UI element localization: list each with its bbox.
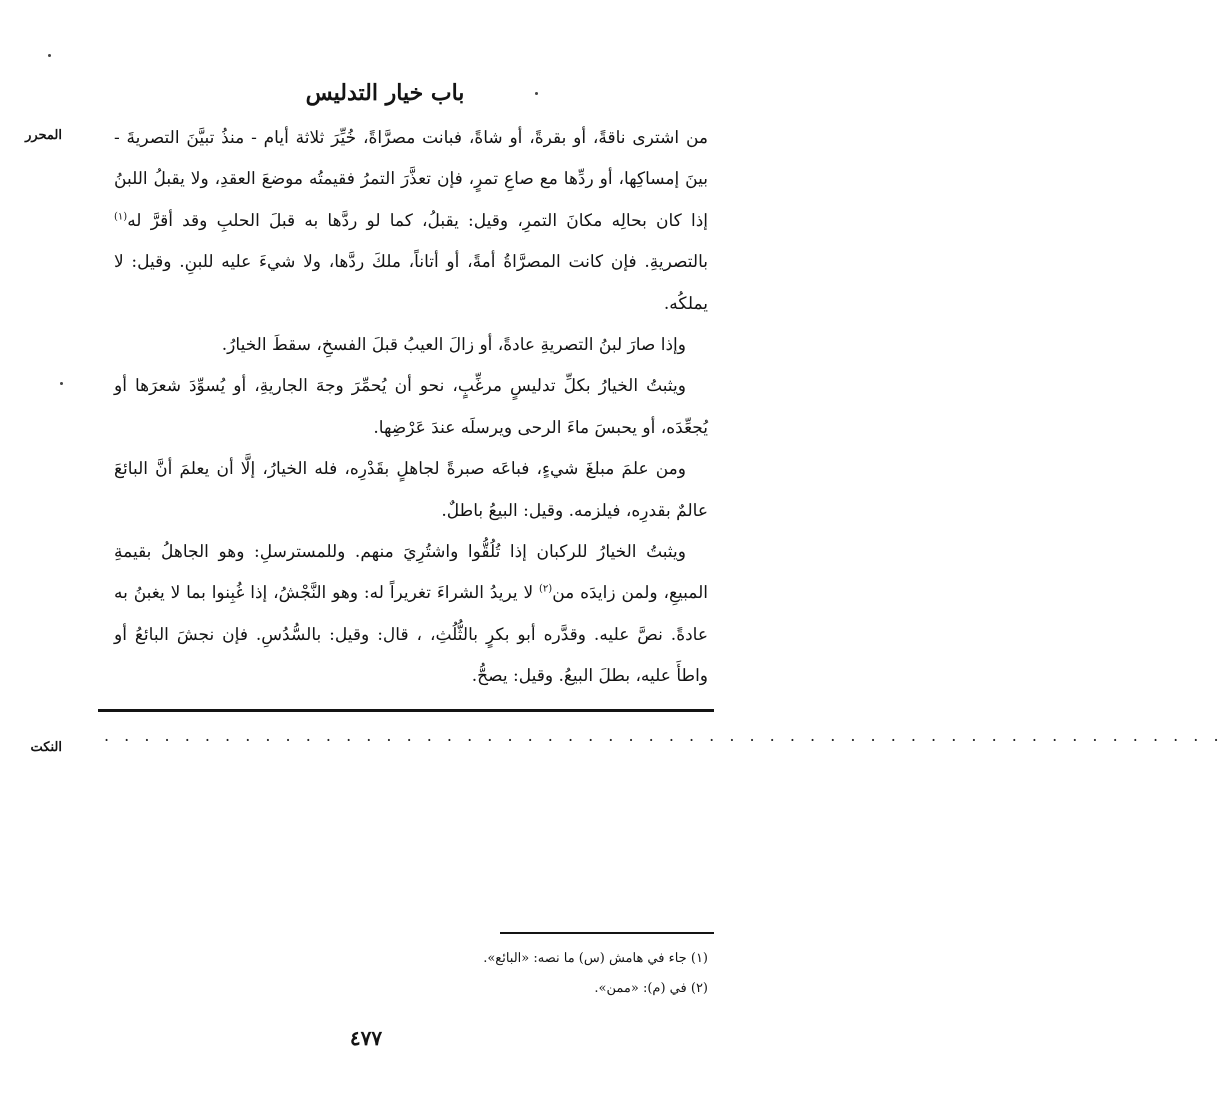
stray-dot-mark bbox=[535, 92, 538, 95]
footnotes bbox=[108, 944, 708, 1004]
nukat-dotted-line: . . . . . . . . . . . . . . . . . . . . . . . . . . . . . . . . . . . . . . . . . . . . . . . . . . . . . . . . bbox=[104, 726, 1224, 745]
footnote-mark-1: (١) bbox=[114, 211, 128, 223]
main-text bbox=[114, 118, 708, 698]
paragraph-1-text: من اشترى ناقةً، أو بقرةً، أو شاةً، فبانت مصرَّاةً، خُيِّرَ ثلاثة أيام - منذُ تبيَّنَ التصريةَ - بينَ إمساكِها، أو ردِّها مع صاعِ تمرٍ، فإن تعذَّرَ التمرُ فقيمتُه موضعَ العقدِ، ولا يقبلُ اللبنُ إذا كان بحالِه مكانَ التمرِ، وقيل: يقبلُ، كما لو ردَّها به قبلَ الحلبِ وقد أقرَّ له bbox=[114, 128, 708, 231]
chapter-title: باب خيار التدليس bbox=[305, 80, 465, 106]
side-label-muharrar: المحرر bbox=[25, 128, 62, 143]
stray-dot-mark bbox=[60, 382, 63, 385]
paragraph-1 bbox=[114, 118, 708, 325]
stray-dot-mark bbox=[48, 54, 51, 57]
paragraph-5-text: ويثبتُ الخيارُ للركبان إذا تُلُقُّوا واشتُرِيَ منهم. وللمسترسلِ: وهو الجاهلُ بقيمةِ المبيعِ، ولمن زايدَه من bbox=[114, 542, 708, 604]
side-label-nukat: النكت bbox=[30, 740, 62, 755]
paragraph-2: وإذا صارَ لبنُ التصريةِ عادةً، أو زالَ العيبُ قبلَ الفسخِ، سقطَ الخيارُ. bbox=[221, 335, 686, 356]
paragraph-5-tail: لا يريدُ الشراءَ تغريراً له: وهو النَّجْشُ، إذا غُبِنوا بما لا يغبنُ به عادةً. نصَّ عليه. وقدَّره أبو بكرٍ بالثُّلُثِ، ، قال: وقيل: بالسُّدُسِ. فإن نجشَ البائعُ أو واطأَ عليه، بطلَ البيعُ. وقيل: يصحُّ. bbox=[114, 583, 708, 687]
paragraph-3: ويثبتُ الخيارُ بكلِّ تدليسٍ مرغِّبٍ، نحو أن يُحمِّرَ وجهَ الجاريةِ، أو يُسوِّدَ شعرَها أو يُجعِّدَه، أو يحبسَ ماءَ الرحى ويرسلَه عندَ عَرْضِها. bbox=[114, 376, 708, 438]
footnote-divider bbox=[500, 932, 714, 934]
paragraph-1-tail: بالتصريةِ. فإن كانت المصرَّاةُ أمةً، أو أتاناً، ملكَ ردَّها، ولا شيءَ عليه للبنِ. وقيل: لا يملكُه. bbox=[114, 252, 708, 314]
page-number: ٤٧٧ bbox=[349, 1026, 383, 1050]
paragraph-5 bbox=[114, 532, 708, 698]
footnote-mark-2: (٢) bbox=[539, 583, 553, 595]
footnote-1: (١) جاء في هامش (س) ما نصه: «البائع». bbox=[483, 951, 708, 966]
section-divider bbox=[98, 709, 714, 712]
paragraph-4: ومن علمَ مبلغَ شيءٍ، فباعَه صبرةً لجاهلٍ بقَدْرِه، فله الخيارُ، إلَّا أن يعلمَ أنَّ البائعَ عالمٌ بقدرِه، فيلزمه. وقيل: البيعُ باطلٌ. bbox=[114, 459, 708, 521]
footnote-2: (٢) في (م): «ممن». bbox=[594, 981, 708, 996]
